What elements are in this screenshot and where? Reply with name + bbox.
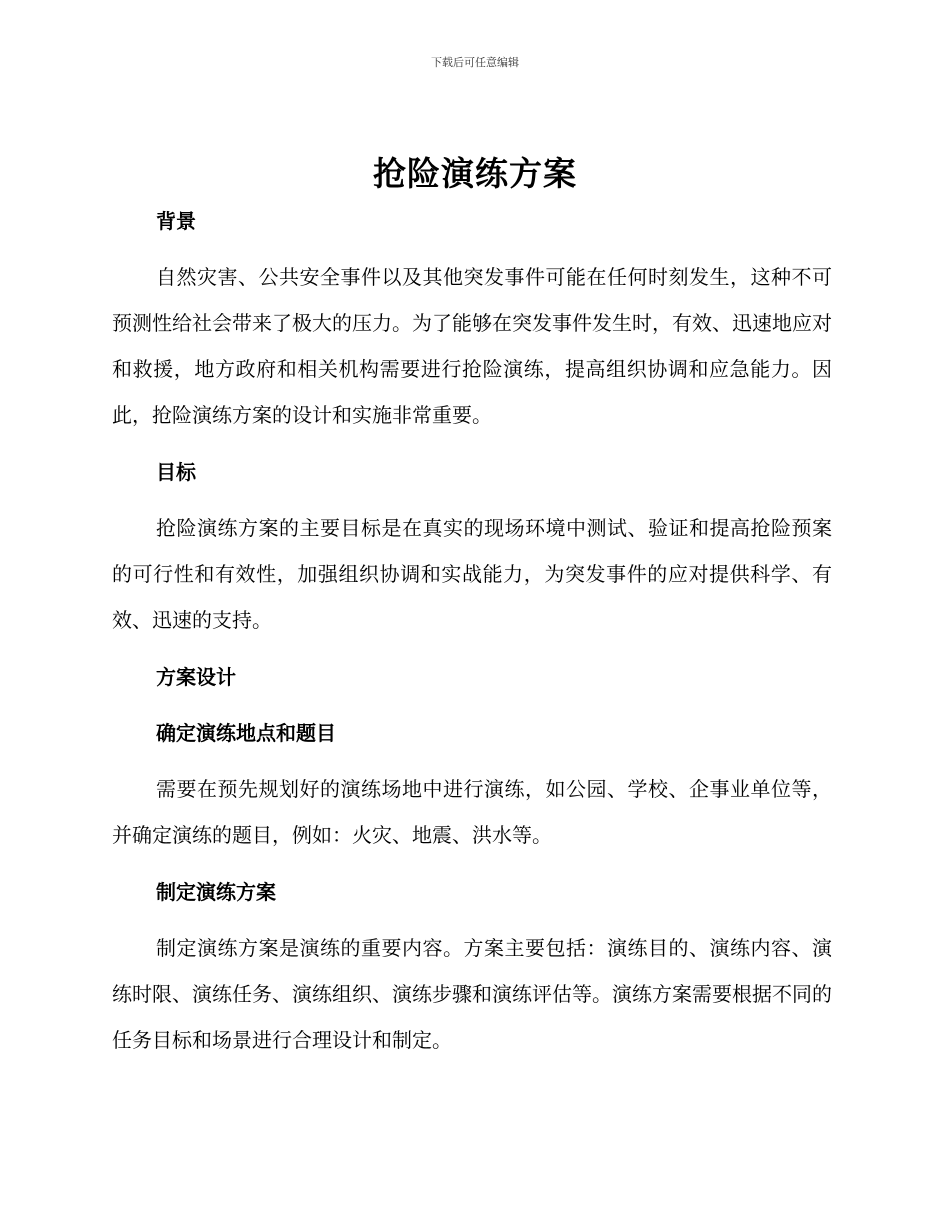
header-note: 下载后可任意编辑 (431, 56, 519, 69)
section-heading-plan: 制定演练方案 (156, 880, 276, 904)
section-text-background: 自然灾害、公共安全事件以及其他突发事件可能在任何时刻发生，这种不可预测性给社会带来了极大的压力。为了能够在突发事件发生时，有效、迅速地应对和救援，地方政府和相关机构需要进行抢险演练，提高组织协调和应急能力。因此，抢险演练方案的设计和实施非常重要。 (112, 265, 832, 427)
section-text-location: 需要在预先规划好的演练场地中进行演练，如公园、学校、企事业单位等，并确定演练的题目，例如：火灾、地震、洪水等。 (112, 777, 832, 847)
section-text-plan: 制定演练方案是演练的重要内容。方案主要包括：演练目的、演练内容、演练时限、演练任务、演练组织、演练步骤和演练评估等。演练方案需要根据不同的任务目标和场景进行合理设计和制定。 (112, 936, 832, 1052)
section-text-goal: 抢险演练方案的主要目标是在真实的现场环境中测试、验证和提高抢险预案的可行性和有效性，加强组织协调和实战能力，为突发事件的应对提供科学、有效、迅速的支持。 (112, 516, 832, 632)
section-heading-goal: 目标 (156, 460, 196, 484)
document-body (112, 198, 832, 1074)
document-title: 抢险演练方案 (373, 154, 577, 193)
section-heading-design: 方案设计 (156, 665, 236, 689)
section-heading-location: 确定演练地点和题目 (156, 721, 336, 745)
section-heading-background: 背景 (156, 209, 196, 233)
